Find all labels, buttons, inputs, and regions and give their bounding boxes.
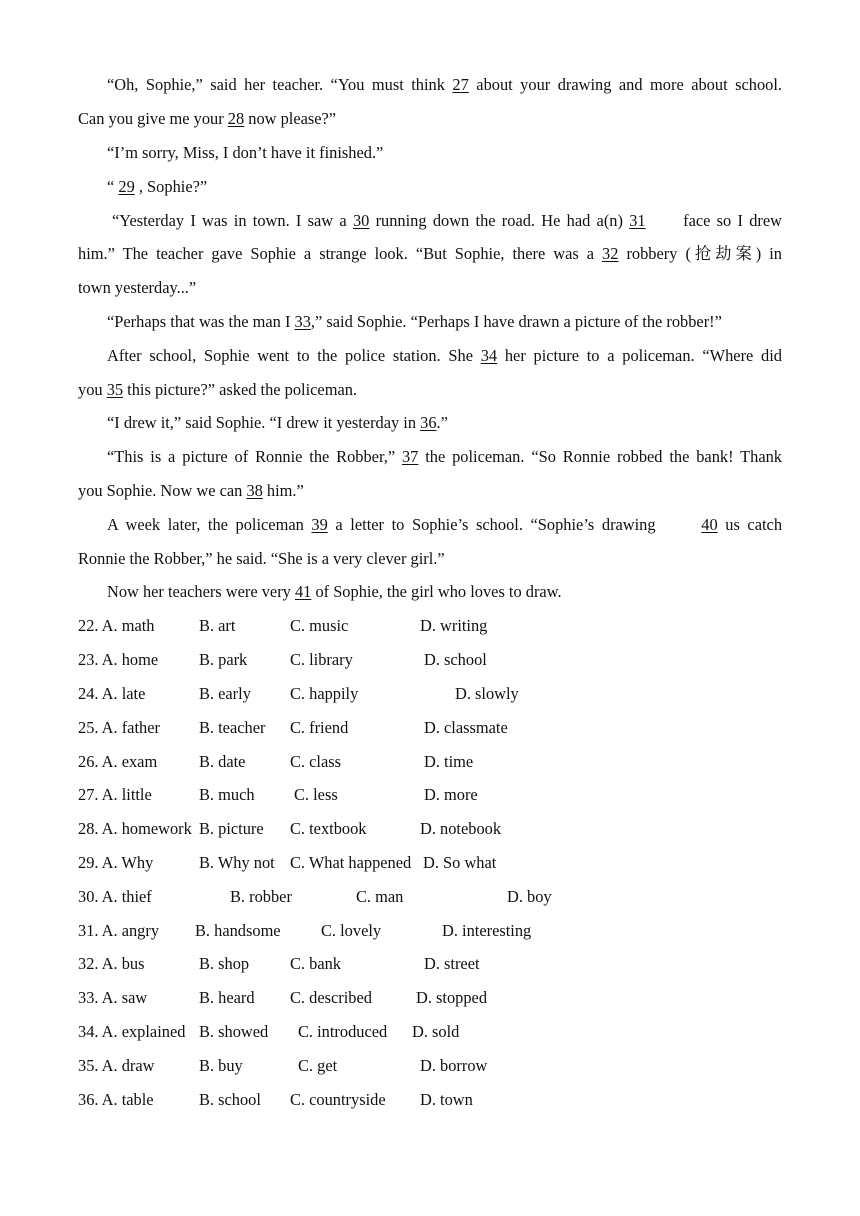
- option-c: C. bank: [290, 954, 341, 973]
- blank-27: 27: [452, 75, 469, 94]
- option-b: B. school: [199, 1090, 261, 1109]
- blank-38: 38: [246, 481, 263, 500]
- option-c: C. textbook: [290, 819, 367, 838]
- option-d: D. writing: [420, 616, 488, 635]
- blank-41: 41: [294, 582, 312, 601]
- option-b: B. Why not: [199, 853, 275, 872]
- option-c: C. friend: [290, 718, 349, 737]
- option-a: 27. A. little: [78, 785, 152, 804]
- option-b: B. buy: [199, 1056, 243, 1075]
- option-c: C. class: [290, 752, 341, 771]
- option-d: D. boy: [507, 887, 552, 906]
- option-a: 36. A. table: [78, 1090, 154, 1109]
- blank-40: 40: [701, 515, 718, 534]
- option-a: 29. A. Why: [78, 853, 154, 872]
- option-d: D. town: [420, 1090, 473, 1109]
- blank-28: 28: [227, 109, 245, 128]
- option-c: C. described: [290, 988, 372, 1007]
- passage-line: “I’m sorry, Miss, I don’t have it finished.”: [107, 143, 384, 162]
- blank-33: 33: [294, 312, 311, 331]
- option-b: B. robber: [230, 887, 292, 906]
- option-c: C. happily: [290, 684, 359, 703]
- passage-line: town yesterday...”: [78, 278, 197, 297]
- passage-line: “I drew it,” said Sophie. “I drew it yesterday in 36.”: [107, 413, 448, 432]
- option-d: D. classmate: [424, 718, 508, 737]
- option-d: D. sold: [412, 1022, 460, 1041]
- option-a: 35. A. draw: [78, 1056, 155, 1075]
- option-b: B. shop: [199, 954, 250, 973]
- option-c: C. less: [294, 785, 338, 804]
- option-b: B. picture: [199, 819, 264, 838]
- option-d: D. notebook: [420, 819, 502, 838]
- blank-39: 39: [311, 515, 328, 534]
- option-d: D. school: [424, 650, 487, 669]
- option-b: B. teacher: [199, 718, 266, 737]
- passage-line: “ 29 , Sophie?”: [107, 177, 208, 196]
- passage-line: Can you give me your 28 now please?”: [78, 109, 337, 128]
- blank-32: 32: [602, 244, 619, 263]
- passage-line: you Sophie. Now we can 38 him.”: [78, 481, 304, 500]
- passage-line: “This is a picture of Ronnie the Robber,” 37 the policeman. “So Ronnie robbed the bank! Thank: [107, 447, 782, 466]
- option-b: B. showed: [199, 1022, 269, 1041]
- option-d: D. stopped: [416, 988, 488, 1007]
- option-a: 32. A. bus: [78, 954, 145, 973]
- passage-line: Now her teachers were very 41 of Sophie, the girl who loves to draw.: [107, 582, 562, 601]
- option-a: 30. A. thief: [78, 887, 152, 906]
- option-a: 23. A. home: [78, 650, 159, 669]
- blank-31: 31: [629, 211, 646, 230]
- passage-line: After school, Sophie went to the police station. She 34 her picture to a policeman. “Where did: [107, 346, 782, 365]
- blank-34: 34: [480, 346, 498, 365]
- passage-line: him.” The teacher gave Sophie a strange look. “But Sophie, there was a 32 robbery (抢劫案) in: [78, 244, 782, 263]
- option-d: D. borrow: [420, 1056, 488, 1075]
- option-c: C. library: [290, 650, 353, 669]
- blank-29: 29: [118, 177, 135, 196]
- option-a: 22. A. math: [78, 616, 155, 635]
- option-c: C. introduced: [298, 1022, 388, 1041]
- passage-line: you 35 this picture?” asked the policeman.: [78, 380, 358, 399]
- option-b: B. date: [199, 752, 246, 771]
- passage-line: A week later, the policeman 39 a letter to Sophie’s school. “Sophie’s drawing 40 us catch: [107, 515, 783, 534]
- option-b: B. much: [199, 785, 255, 804]
- option-a: 28. A. homework: [78, 819, 192, 838]
- option-a: 25. A. father: [78, 718, 160, 737]
- blank-36: 36: [420, 413, 437, 432]
- option-c: C. countryside: [290, 1090, 386, 1109]
- passage-line: “Perhaps that was the man I 33,” said Sophie. “Perhaps I have drawn a picture of the robber!”: [107, 312, 722, 331]
- option-b: B. park: [199, 650, 248, 669]
- option-a: 31. A. angry: [78, 921, 160, 940]
- option-a: 33. A. saw: [78, 988, 148, 1007]
- option-c: C. music: [290, 616, 349, 635]
- blank-35: 35: [106, 380, 124, 399]
- option-d: D. time: [424, 752, 474, 771]
- option-d: D. more: [424, 785, 478, 804]
- passage-line: Ronnie the Robber,” he said. “She is a very clever girl.”: [78, 549, 445, 568]
- option-a: 26. A. exam: [78, 752, 158, 771]
- option-d: D. So what: [423, 853, 497, 872]
- option-b: B. art: [199, 616, 236, 635]
- option-d: D. interesting: [442, 921, 532, 940]
- option-b: B. early: [199, 684, 251, 703]
- passage-line: “Yesterday I was in town. I saw a 30 running down the road. He had a(n) 31 face so I drew: [112, 211, 782, 230]
- option-a: 24. A. late: [78, 684, 146, 703]
- passage-line: “Oh, Sophie,” said her teacher. “You must think 27 about your drawing and more about school.: [107, 75, 782, 94]
- option-b: B. handsome: [195, 921, 281, 940]
- option-c: C. man: [356, 887, 404, 906]
- option-d: D. slowly: [455, 684, 519, 703]
- option-c: C. get: [298, 1056, 338, 1075]
- option-a: 34. A. explained: [78, 1022, 186, 1041]
- option-b: B. heard: [199, 988, 255, 1007]
- blank-30: 30: [352, 211, 370, 230]
- option-c: C. What happened: [290, 853, 412, 872]
- option-c: C. lovely: [321, 921, 382, 940]
- option-d: D. street: [424, 954, 480, 973]
- blank-37: 37: [401, 447, 419, 466]
